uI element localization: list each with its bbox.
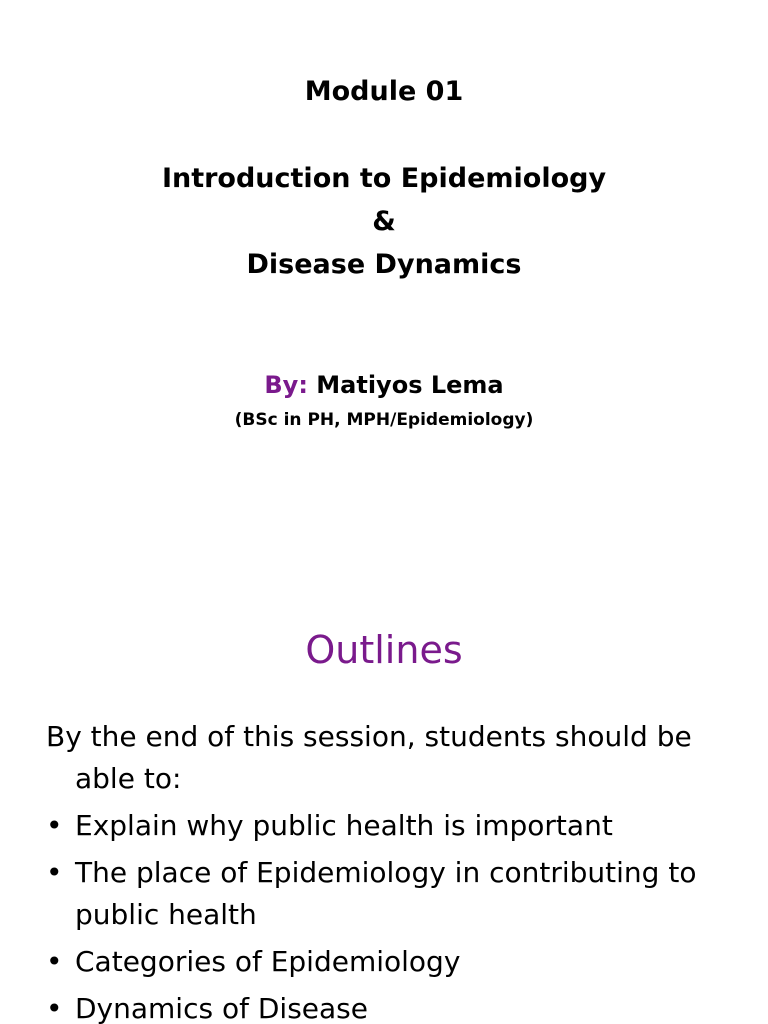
author-credentials: (BSc in PH, MPH/Epidemiology) xyxy=(234,410,534,430)
list-item xyxy=(46,941,726,983)
bullet-icon: • xyxy=(46,809,63,842)
module-title: Module 01 xyxy=(304,76,464,107)
list-item-text: Dynamics of Disease xyxy=(75,992,368,1024)
author-line xyxy=(0,368,768,402)
title-line-2: & xyxy=(372,206,396,237)
list-item-text: The place of Epidemiology in contributing to public health xyxy=(75,856,697,931)
list-item-text: Explain why public health is important xyxy=(75,809,613,842)
list-item xyxy=(46,852,726,936)
author-name: Matiyos Lema xyxy=(316,371,504,399)
by-label: By: xyxy=(264,371,308,399)
title-line-1: Introduction to Epidemiology xyxy=(161,163,607,194)
title-line-3: Disease Dynamics xyxy=(246,249,522,280)
objectives-list xyxy=(46,805,726,1024)
outlines-heading: Outlines xyxy=(305,628,463,672)
list-item-text: Categories of Epidemiology xyxy=(75,945,461,978)
list-item xyxy=(46,805,726,847)
bullet-icon: • xyxy=(46,856,63,889)
bullet-icon: • xyxy=(46,992,63,1024)
list-item xyxy=(46,988,726,1024)
session-intro-text: By the end of this session, students should be able to: xyxy=(46,720,692,795)
bullet-icon: • xyxy=(46,945,63,978)
outline-slide xyxy=(0,600,768,1024)
presentation-title xyxy=(0,157,768,286)
